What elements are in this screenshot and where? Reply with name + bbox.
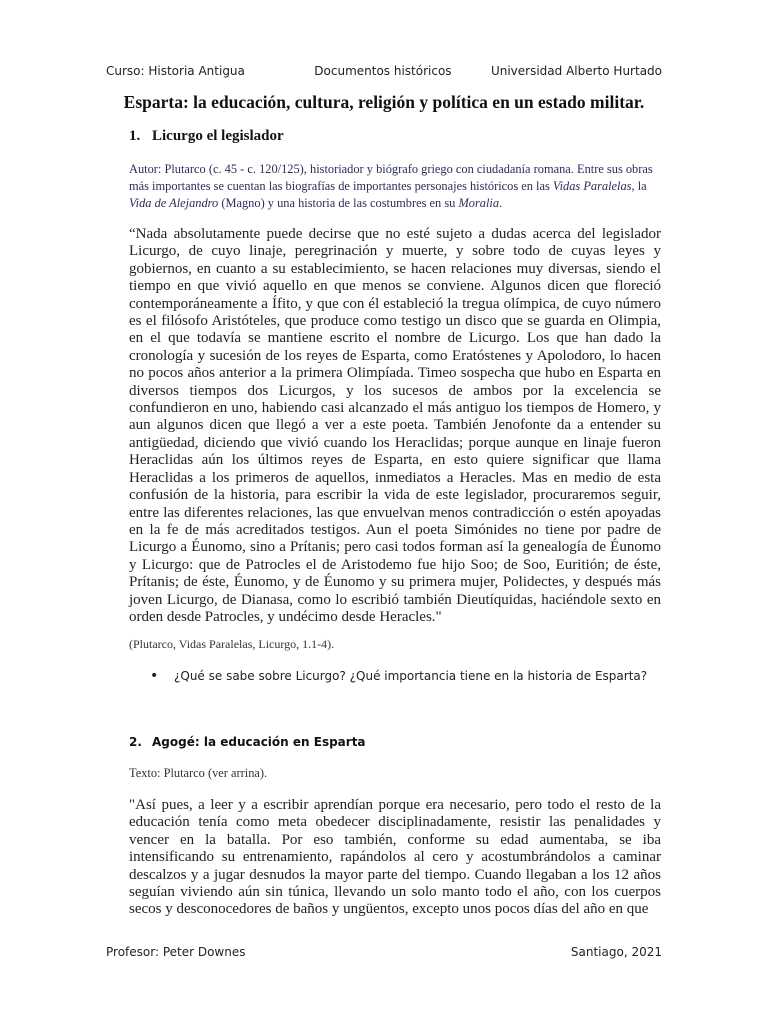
- source-note: Texto: Plutarco (ver arrina).: [129, 766, 268, 780]
- document-title: Esparta: la educación, cultura, religión y política en un estado militar.: [123, 92, 645, 112]
- page-footer: [106, 945, 662, 959]
- citation: (Plutarco, Vidas Paralelas, Licurgo, 1.1-4).: [129, 637, 335, 651]
- author-text: Autor: Plutarco (c. 45 - c. 120/125), historiador y biógrafo griego con ciudadanía romana. Entre sus obras más importantes se cuentan las biografías de importantes personajes históricos en las: [129, 162, 653, 193]
- page-header: [106, 64, 662, 78]
- section-2-heading: [129, 735, 366, 749]
- work-vida-alejandro: Vida de Alejandro: [129, 196, 219, 210]
- bullet-icon: •: [150, 668, 159, 684]
- section-1-heading: [129, 128, 284, 145]
- work-vidas-paralelas: Vidas Paralelas: [552, 179, 632, 193]
- section-2-number: 2.: [129, 735, 142, 749]
- question-text: ¿Qué se sabe sobre Licurgo? ¿Qué importancia tiene en la historia de Esparta?: [174, 669, 648, 683]
- professor-label: Profesor: Peter Downes: [106, 945, 246, 959]
- agoge-quote: "Así pues, a leer y a escribir aprendían porque era necesario, pero todo el resto de la educación tenía como meta obedecer disciplinadamente, resistir las penalidades y vencer en la batalla. Por eso también, conforme su edad aumentaba, se iba intensificando su entrenamiento, rapándolos al cero y acostumbrándolos a caminar descalzos y a jugar desnudos la mayor parte del tiempo. Cuando llegaban a los 12 años seguían viviendo aún sin túnica, llevando un solo manto todo el año, con los cuerpos secos y desconocedores de baños y ungüentos, excepto unos pocos días del año en que: [129, 797, 661, 918]
- author-text-4: .: [499, 196, 503, 210]
- course-label: Curso: Historia Antigua: [106, 64, 245, 78]
- section-label: Documentos históricos: [314, 64, 452, 78]
- author-note: [129, 161, 661, 212]
- author-text-2: , la: [631, 179, 647, 193]
- section-2-title: Agogé: la educación en Esparta: [152, 735, 366, 749]
- place-date-label: Santiago, 2021: [570, 945, 662, 959]
- author-text-3: (Magno) y una historia de las costumbres en su: [218, 196, 459, 210]
- question-bullet: [150, 668, 647, 684]
- section-1-title: Licurgo el legislador: [152, 128, 284, 144]
- work-moralia: Moralia: [458, 196, 500, 210]
- section-1-number: 1.: [129, 128, 141, 144]
- licurgo-quote: “Nada absolutamente puede decirse que no esté sujeto a dudas acerca del legislador Licurgo, de cuyo linaje, peregrinación y muerte, y sobre todo de cuyas leyes y gobiernos, en cuanto a su establecimiento, se hacen relaciones muy diversas, siendo el tiempo en que vivió aquello en que menos se conviene. Algunos dicen que floreció contemporáneamente a Ífito, y que con él estableció la tregua olímpica, de cuyo número es el filósofo Aristóteles, que produce como testigo un disco que se guarda en Olimpia, en el que todavía se mantiene escrito el nombre de Licurgo. Los que han dado la cronología y sucesión de los reyes de Esparta, como Eratóstenes y Apolodoro, lo hacen no pocos años anterior a la primera Olimpíada. Timeo sospecha que hubo en Esparta en diversos tiempos dos Licurgos, y los sucesos de ambos por la excelencia se confundieron en uno, habiendo casi alcanzado el más antiguo los tiempos de Homero, y aun algunos dicen que llegó a ver a este poeta. También Jenofonte da a entender su antigüedad, diciendo que vivió cuando los Heraclidas; porque aunque en linaje fueron Heraclidas aún los últimos reyes de Esparta, en esto quiere significar que llama Heraclidas a los primeros de aquellos, inmediatos a Heracles. Mas en medio de esta confusión de la historia, para escribir la vida de este legislador, procuraremos seguir, entre las diferentes relaciones, las que envuelvan menos contradicción o estén apoyadas en la fe de más acreditados testigos. Aun el poeta Simónides no tiene por padre de Licurgo a Éunomo, sino a Prítanis; pero casi todos forman así la genealogía de Éunomo y Licurgo: que de Patrocles el de Aristodemo fue hijo Soo; de Soo, Euritión; de éste, Prítanis; de éste, Éunomo, y de Éunomo y su primera mujer, Polidectes, y después más joven Licurgo, de Dianasa, como lo escribió también Dieutíquidas, haciéndole sexto en orden desde Patrocles, y undécimo desde Heracles.": [129, 226, 661, 625]
- university-label: Universidad Alberto Hurtado: [490, 64, 662, 78]
